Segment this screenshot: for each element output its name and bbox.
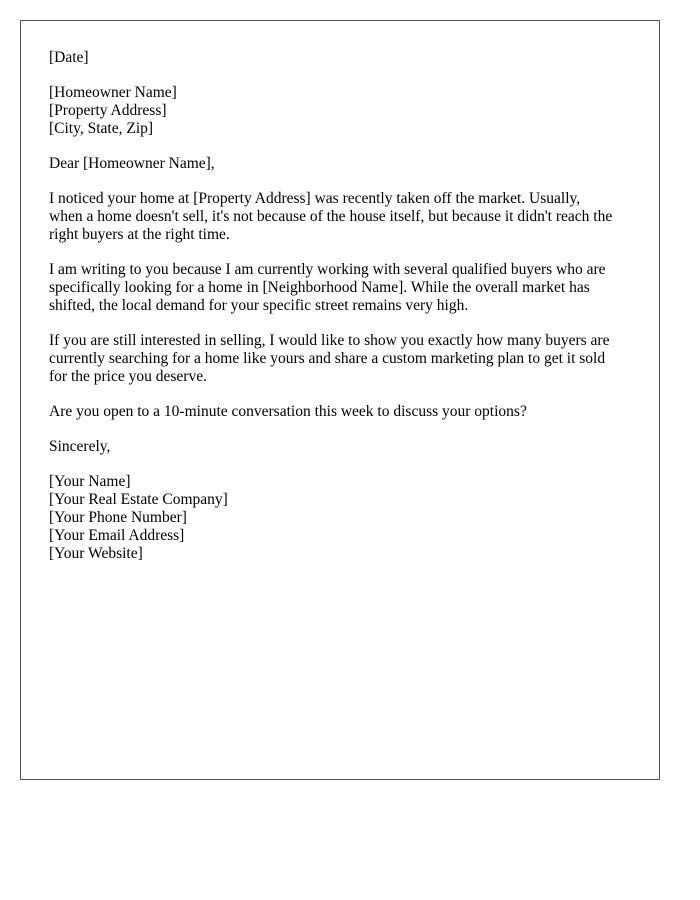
recipient-address: [Property Address] <box>49 102 167 119</box>
paragraph-line: shifted, the local demand for your specific street remains very high. <box>49 297 469 314</box>
paragraph-line: If you are still interested in selling, I would like to show you exactly how many buyers are <box>49 332 610 349</box>
paragraph-line: for the price you deserve. <box>49 368 207 385</box>
closing-block <box>49 438 639 456</box>
letter-date: [Date] <box>49 49 89 66</box>
paragraph-line: right buyers at the right time. <box>49 226 230 243</box>
recipient-name: [Homeowner Name] <box>49 84 177 101</box>
paragraph-line: when a home doesn't sell, it's not because of the house itself, but because it didn't reach the <box>49 208 613 225</box>
signature-name: [Your Name] <box>49 473 131 490</box>
signature-website: [Your Website] <box>49 545 143 562</box>
recipient-address-block <box>49 84 639 138</box>
salutation-block <box>49 155 639 173</box>
salutation: Dear [Homeowner Name], <box>49 155 215 172</box>
signature-email: [Your Email Address] <box>49 527 185 544</box>
signature-phone: [Your Phone Number] <box>49 509 187 526</box>
recipient-city-state-zip: [City, State, Zip] <box>49 120 154 137</box>
body-paragraph-2 <box>49 261 639 315</box>
paragraph-line: I noticed your home at [Property Address] was recently taken off the market. Usually, <box>49 190 581 207</box>
paragraph-line: I am writing to you because I am currently working with several qualified buyers who are <box>49 261 606 278</box>
signature-company: [Your Real Estate Company] <box>49 491 228 508</box>
closing: Sincerely, <box>49 438 111 455</box>
body-paragraph-1 <box>49 190 639 244</box>
paragraph-line: Are you open to a 10-minute conversation this week to discuss your options? <box>49 403 527 420</box>
letter-page <box>20 20 660 780</box>
paragraph-line: specifically looking for a home in [Neighborhood Name]. While the overall market has <box>49 279 590 296</box>
paragraph-line: currently searching for a home like yours and share a custom marketing plan to get it sold <box>49 350 606 367</box>
body-paragraph-3 <box>49 332 639 386</box>
signature-block <box>49 473 639 563</box>
body-paragraph-4 <box>49 403 639 421</box>
letter-content <box>49 49 639 580</box>
letter-date-block <box>49 49 639 67</box>
